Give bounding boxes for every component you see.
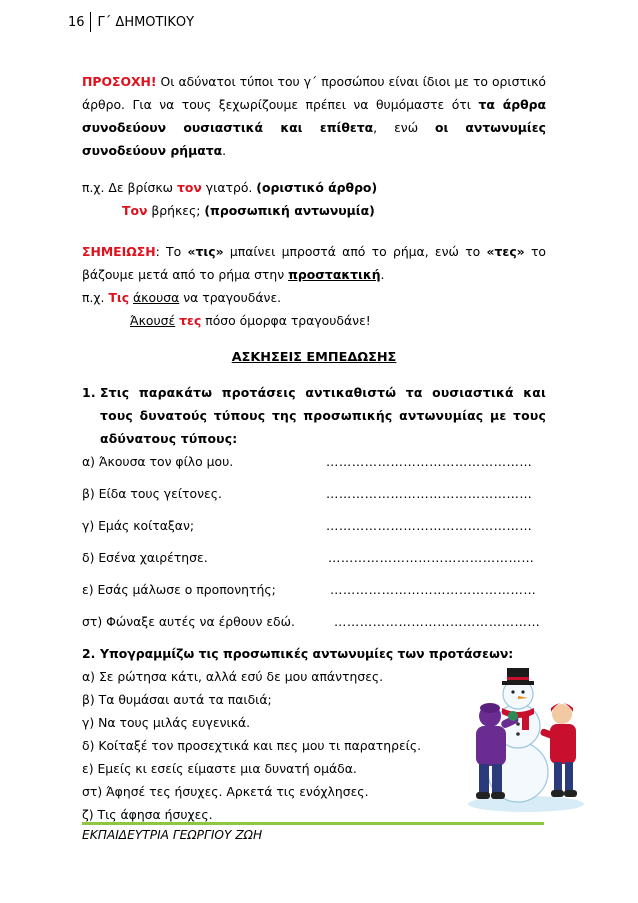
example-label: (προσωπική αντωνυμία) bbox=[204, 203, 375, 218]
note-attention-text3: . bbox=[222, 143, 227, 158]
answer-blank[interactable]: ………………………………………… bbox=[326, 454, 533, 469]
exercise2-text: Υπογραμμίζω τις προσωπικές αντωνυμίες των προτάσεων: bbox=[100, 646, 514, 661]
exercise2-item[interactable]: ζ) Τις άφησα ήσυχες. bbox=[82, 807, 213, 822]
note-attention-bold3: αντωνυμίες συνοδεύουν ρήματα bbox=[82, 120, 546, 158]
answer-blank[interactable]: ………………………………………… bbox=[326, 486, 533, 501]
example-highlight: Τον bbox=[122, 203, 148, 218]
note-remark-bold: προστακτική bbox=[288, 267, 381, 282]
example-text: γιατρό. bbox=[201, 180, 257, 195]
exercise1-list bbox=[82, 450, 546, 642]
example-underlined: Άκουσέ bbox=[130, 313, 176, 328]
header-divider bbox=[90, 12, 91, 32]
example-text: π.χ. bbox=[82, 290, 109, 305]
footer-divider bbox=[82, 822, 544, 825]
exercise1-item-text: δ) Εσένα χαιρέτησε. bbox=[82, 550, 208, 565]
exercise1-item-text: α) Άκουσα τον φίλο μου. bbox=[82, 454, 234, 469]
note-remark-bold: «τις» bbox=[187, 244, 224, 259]
exercise1-number: 1. bbox=[82, 385, 96, 400]
exercise1-prompt bbox=[82, 381, 546, 450]
example-highlight: Τις bbox=[108, 290, 130, 305]
note-attention bbox=[82, 70, 546, 162]
exercise1-item-text: β) Είδα τους γείτονες. bbox=[82, 486, 222, 501]
note-remark-text: : Το bbox=[155, 244, 188, 259]
example-text: πόσο όμορφα τραγουδάνε! bbox=[201, 313, 371, 328]
note-remark-text: μπαίνει μπροστά από το ρήμα, ενώ το bbox=[223, 244, 487, 259]
footer-author: ΕΚΠΑΙΔΕΥΤΡΙΑ ΓΕΩΡΓΙΟΥ ΖΩΗ bbox=[82, 828, 263, 842]
example-pronoun bbox=[82, 199, 546, 222]
exercise1-text: Στις παρακάτω προτάσεις αντικαθιστώ τα ουσιαστικά και τους δυνατούς τύπους της προσωπικής αντωνυμίας με τους αδύνατους τύπους: bbox=[100, 385, 546, 446]
note-remark-example1 bbox=[82, 286, 546, 309]
example-label: (οριστικό άρθρο) bbox=[256, 180, 378, 195]
snowman-illustration bbox=[466, 664, 586, 812]
section-title: ΑΣΚΗΣΕΙΣ ΕΜΠΕΔΩΣΗΣ bbox=[231, 350, 397, 365]
exercise2-item[interactable]: στ) Άφησέ τες ήσυχες. Αρκετά τις ενόχλησες. bbox=[82, 784, 369, 799]
exercise1-item-text: στ) Φώναξε αυτές να έρθουν εδώ. bbox=[82, 614, 295, 629]
exercise1-item bbox=[82, 610, 546, 642]
exercise2-number: 2. bbox=[82, 646, 96, 661]
answer-blank[interactable]: ………………………………………… bbox=[330, 582, 537, 597]
note-attention-bold1: τα άρθρα συνοδεύουν ουσιαστικά και επίθετα bbox=[82, 97, 546, 135]
example-text: να τραγουδάνε. bbox=[179, 290, 282, 305]
note-attention-bold2: οι bbox=[435, 120, 449, 135]
answer-blank[interactable]: ………………………………………… bbox=[328, 550, 535, 565]
exercise2-prompt bbox=[82, 642, 546, 665]
example-highlight: τες bbox=[179, 313, 202, 328]
exercise1-item bbox=[82, 546, 546, 578]
note-remark-text: . bbox=[380, 267, 385, 282]
exercise1-item bbox=[82, 578, 546, 610]
note-remark-example2 bbox=[82, 309, 546, 332]
exercise2-item[interactable]: γ) Να τους μιλάς ευγενικά. bbox=[82, 715, 251, 730]
exercise1-item bbox=[82, 482, 546, 514]
exercise2-item[interactable]: α) Σε ρώτησα κάτι, αλλά εσύ δε μου απάντησες. bbox=[82, 669, 384, 684]
note-attention-text2: , ενώ bbox=[373, 120, 436, 135]
example-underlined: άκουσα bbox=[133, 290, 180, 305]
exercise2-item[interactable]: δ) Κοίταξέ τον προσεχτικά και πες μου τι παρατηρείς. bbox=[82, 738, 422, 753]
example-text: π.χ. Δε βρίσκω bbox=[82, 180, 177, 195]
example-highlight: τον bbox=[176, 180, 202, 195]
exercise1-item bbox=[82, 514, 546, 546]
exercise2-item[interactable]: β) Τα θυμάσαι αυτά τα παιδιά; bbox=[82, 692, 272, 707]
example-text: βρήκες; bbox=[147, 203, 205, 218]
exercise1-item-text: γ) Εμάς κοίταξαν; bbox=[82, 518, 195, 533]
page-number: 16 bbox=[68, 14, 85, 30]
note-remark-text: το βάζουμε μετά από το ρήμα στην bbox=[82, 244, 546, 282]
note-remark-bold: «τες» bbox=[486, 244, 525, 259]
note-remark-label: ΣΗΜΕΙΩΣΗ bbox=[82, 244, 156, 259]
exercise2-item[interactable]: ε) Εμείς κι εσείς είμαστε μια δυνατή ομάδα. bbox=[82, 761, 357, 776]
answer-blank[interactable]: ………………………………………… bbox=[326, 518, 533, 533]
note-attention-text1: Οι αδύνατοι τύποι του γ΄ προσώπου είναι ίδιοι με το οριστικό άρθρο. Για να τους ξεχωρίζουμε πρέπει να θυμόμαστε ότι bbox=[82, 74, 546, 112]
note-remark bbox=[82, 240, 546, 286]
answer-blank[interactable]: ………………………………………… bbox=[334, 614, 541, 629]
exercise1-item-text: ε) Εσάς μάλωσε ο προπονητής; bbox=[82, 582, 276, 597]
header-title: Γ΄ ΔΗΜΟΤΙΚΟΥ bbox=[97, 14, 195, 30]
example-article bbox=[82, 176, 546, 199]
note-attention-label: ΠΡΟΣΟΧΗ! bbox=[82, 74, 157, 89]
exercise1-item bbox=[82, 450, 546, 482]
page-header bbox=[68, 10, 194, 34]
